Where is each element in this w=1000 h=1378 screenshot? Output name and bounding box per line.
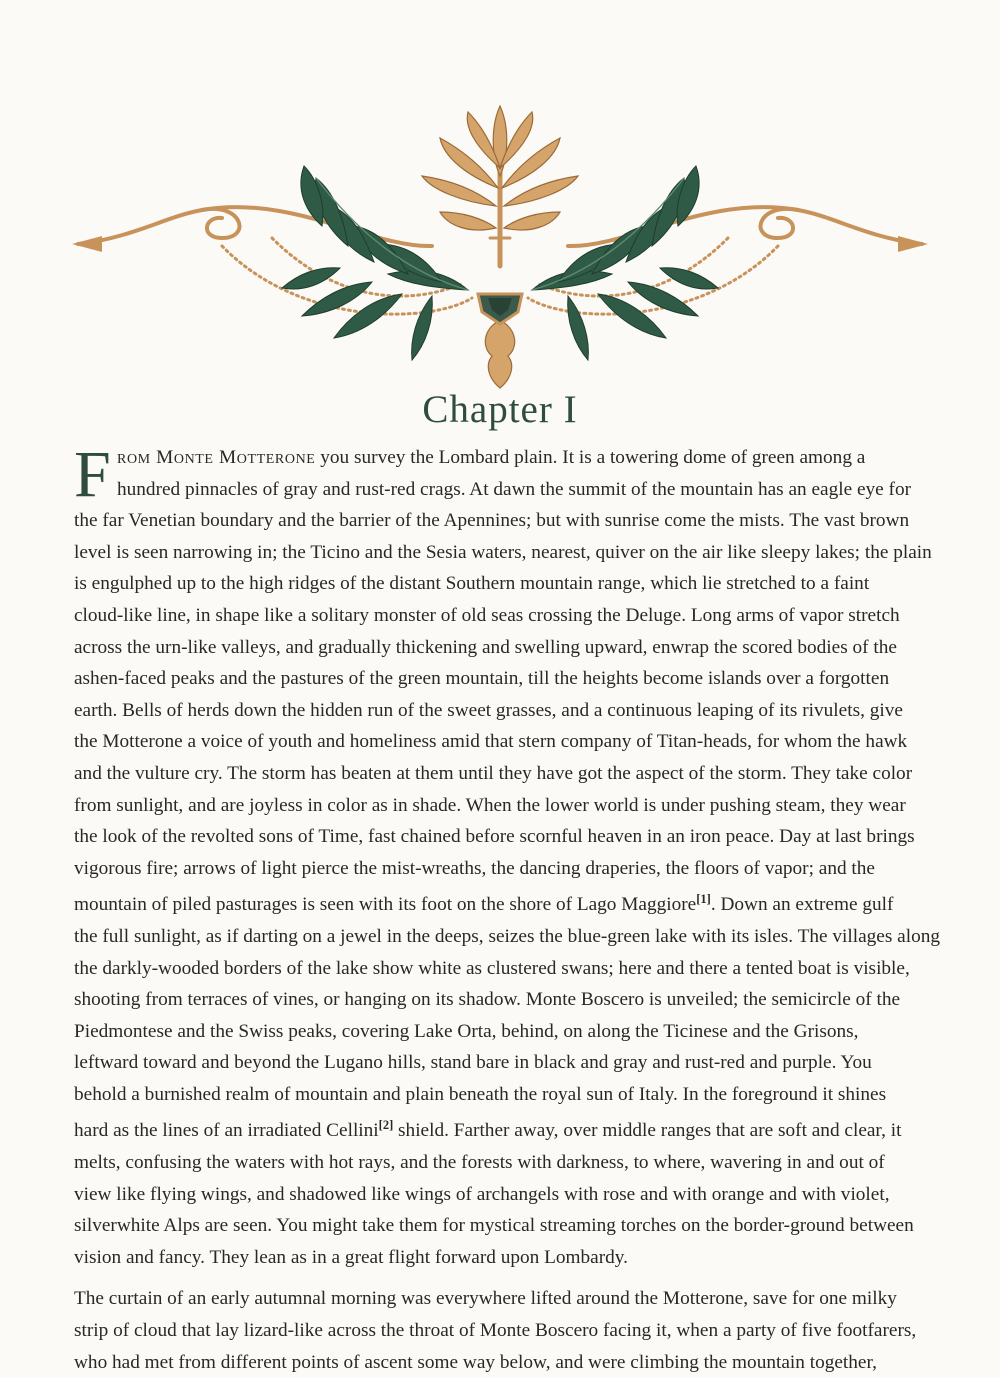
text-line: hard as the lines of an irradiated Cellini[2] shield. Farther away, over middle ranges that are soft and clear, it — [74, 1118, 902, 1142]
text-line: ashen-faced peaks and the pastures of the green mountain, till the heights become islands over a forgotten — [74, 668, 890, 690]
text-line: the look of the revolted sons of Time, fast chained before scornful heaven in an iron peace. Day at last brings — [74, 826, 915, 848]
text-line: level is seen narrowing in; the Ticino and the Sesia waters, nearest, quiver on the air like sleepy lakes; the plain — [74, 541, 932, 563]
text-line: vision and fancy. They lean as in a great flight forward upon Lombardy. — [74, 1246, 628, 1268]
text-line: leftward toward and beyond the Lugano hills, stand bare in black and gray and rust-red and purple. You — [74, 1052, 872, 1074]
text-line: the Motterone a voice of youth and homeliness amid that stern company of Titan-heads, for whom the hawk — [74, 731, 908, 753]
text-line: hundred pinnacles of gray and rust-red crags. At dawn the summit of the mountain has an eagle eye for — [117, 478, 912, 500]
text-line: rom Monte Motterone you survey the Lombard plain. It is a towering dome of green among a — [117, 447, 866, 468]
text-line: the darkly-wooded borders of the lake show white as clustered swans; here and there a tented boat is visible, — [74, 957, 910, 979]
text-line: the full sunlight, as if darting on a jewel in the deeps, seizes the blue-green lake with its isles. The villages along — [74, 925, 941, 947]
text-line: mountain of piled pasturages is seen with its foot on the shore of Lago Maggiore[1]. Down an extreme gulf — [74, 892, 894, 916]
text-line: view like flying wings, and shadowed like wings of archangels with rose and with orange and with violet, — [74, 1183, 890, 1205]
text-line: silverwhite Alps are seen. You might take them for mystical streaming torches on the border-ground between — [74, 1215, 914, 1237]
text-line: cloud-like line, in shape like a solitary monster of old seas crossing the Deluge. Long arms of vapor stretch — [74, 604, 900, 626]
text-line: the far Venetian boundary and the barrier of the Apennines; but with sunrise come the mists. The vast brown — [74, 510, 910, 532]
lead-smallcaps: rom Monte Motterone — [117, 447, 316, 468]
chapter-body — [74, 438, 941, 1378]
text-line: behold a burnished realm of mountain and plain beneath the royal sun of Italy. In the foreground it shines — [74, 1083, 887, 1105]
scroll-arm-left — [78, 209, 239, 244]
text-line: melts, confusing the waters with hot rays, and the forests with darkness, to where, wavering in and out of — [74, 1152, 885, 1174]
text-line: The curtain of an early autumnal morning was everywhere lifted around the Motterone, save for one milky — [74, 1288, 897, 1310]
text-line: from sunlight, and are joyless in color as in shade. When the lower world is under pushing steam, they wear — [74, 794, 906, 816]
text-line: and the vulture cry. The storm has beaten at them until they have got the aspect of the storm. They take color — [74, 762, 913, 784]
text-line: across the urn-like valleys, and gradually thickening and swelling upward, enwrap the scored bodies of the — [74, 636, 897, 658]
footnote-link-2[interactable]: [2] — [378, 1118, 394, 1133]
text-line: earth. Bells of herds down the hidden run of the sweet grasses, and a continuous leaping of its rivulets, give — [74, 699, 903, 721]
text-line: is engulphed up to the high ridges of the distant Southern mountain range, which lie stretched to a faint — [74, 573, 870, 595]
chapter-header-ornament — [72, 98, 928, 390]
text-line: strip of cloud that lay lizard-like across the throat of Monte Boscero facing it, when a party of five footfarers, — [74, 1320, 917, 1342]
text-line: shooting from terraces of vines, or hanging on its shadow. Monte Boscero is unveiled; the semicircle of the — [74, 989, 901, 1011]
footnote-link-1[interactable]: [1] — [696, 892, 711, 907]
scroll-arm-right — [761, 209, 922, 244]
text-line: vigorous fire; arrows of light pierce the mist-wreaths, the dancing draperies, the floors of vapor; and the — [74, 857, 875, 879]
chapter-title: Chapter I — [422, 388, 578, 431]
paragraph-2 — [74, 1283, 930, 1378]
text-line: Piedmontese and the Swiss peaks, covering Lake Orta, behind, on along the Ticinese and the Grisons, — [74, 1020, 859, 1042]
drop-cap: F — [74, 438, 111, 511]
paragraph-1 — [74, 438, 941, 1273]
text-line: who had met from different points of ascent some way below, and were climbing the mountain together, — [74, 1351, 877, 1373]
